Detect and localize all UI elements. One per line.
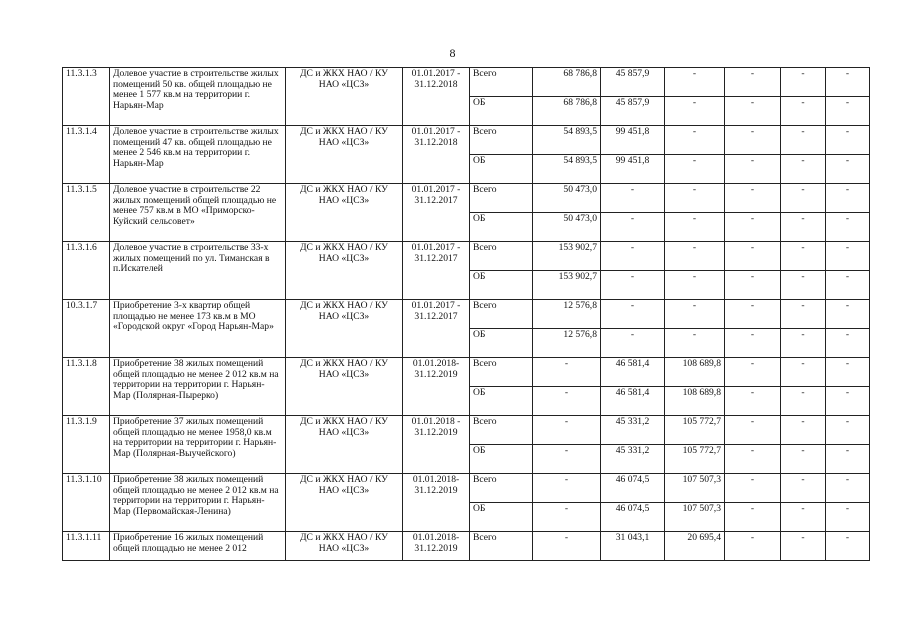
amount-cell: -	[533, 445, 601, 474]
amount-cell: -	[826, 213, 870, 242]
executor: ДС и ЖКХ НАО / КУ НАО «ЦСЗ»	[286, 474, 403, 532]
amount-cell: -	[665, 300, 725, 329]
amount-cell: -	[781, 271, 826, 300]
row-number: 11.3.1.5	[63, 184, 110, 242]
amount-cell: -	[725, 271, 781, 300]
amount-cell: -	[725, 532, 781, 561]
funding-source-label: ОБ	[470, 213, 533, 242]
amount-cell: -	[826, 300, 870, 329]
row-number: 11.3.1.4	[63, 126, 110, 184]
amount-cell: 46 074,5	[601, 503, 665, 532]
amount-cell: 107 507,3	[665, 474, 725, 503]
amount-cell: 46 581,4	[601, 387, 665, 416]
period: 01.01.2018 - 31.12.2019	[403, 416, 470, 474]
measure-name: Приобретение 38 жилых помещений общей площадью не менее 2 012 кв.м на территории на территории г. Нарьян-Мар (Полярная-Пырерко)	[110, 358, 286, 416]
executor: ДС и ЖКХ НАО / КУ НАО «ЦСЗ»	[286, 242, 403, 300]
amount-cell: -	[826, 97, 870, 126]
amount-cell: -	[826, 68, 870, 97]
budget-table	[62, 67, 870, 561]
amount-cell: -	[601, 329, 665, 358]
amount-cell: 68 786,8	[533, 97, 601, 126]
amount-cell: 153 902,7	[533, 271, 601, 300]
amount-cell: 46 581,4	[601, 358, 665, 387]
amount-cell: -	[601, 242, 665, 271]
amount-cell: -	[781, 242, 826, 271]
funding-source-label: Всего	[470, 68, 533, 97]
amount-cell: -	[725, 97, 781, 126]
amount-cell: 45 331,2	[601, 416, 665, 445]
amount-cell: -	[533, 358, 601, 387]
amount-cell: -	[781, 387, 826, 416]
period: 01.01.2017 - 31.12.2017	[403, 184, 470, 242]
amount-cell: -	[601, 300, 665, 329]
funding-source-label: Всего	[470, 242, 533, 271]
amount-cell: -	[725, 242, 781, 271]
measure-name: Приобретение 16 жилых помещений общей площадью не менее 2 012	[110, 532, 286, 561]
amount-cell: -	[781, 126, 826, 155]
amount-cell: -	[781, 329, 826, 358]
amount-cell: -	[725, 387, 781, 416]
amount-cell: -	[601, 271, 665, 300]
executor: ДС и ЖКХ НАО / КУ НАО «ЦСЗ»	[286, 416, 403, 474]
table-row	[63, 416, 870, 445]
amount-cell: 68 786,8	[533, 68, 601, 97]
amount-cell: 108 689,8	[665, 387, 725, 416]
period: 01.01.2017 - 31.12.2018	[403, 126, 470, 184]
page-number: 8	[449, 46, 456, 60]
funding-source-label: Всего	[470, 416, 533, 445]
amount-cell: -	[826, 387, 870, 416]
amount-cell: 20 695,4	[665, 532, 725, 561]
table-row	[63, 184, 870, 213]
row-number: 11.3.1.10	[63, 474, 110, 532]
measure-name: Долевое участие в строительстве жилых помещений 50 кв. общей площадью не менее 1 577 кв.м на территории г. Нарьян-Мар	[110, 68, 286, 126]
amount-cell: -	[781, 445, 826, 474]
amount-cell: -	[725, 300, 781, 329]
amount-cell: -	[601, 184, 665, 213]
amount-cell: -	[781, 532, 826, 561]
period: 01.01.2017 - 31.12.2018	[403, 68, 470, 126]
amount-cell: 50 473,0	[533, 184, 601, 213]
amount-cell: -	[826, 416, 870, 445]
table-row	[63, 68, 870, 97]
amount-cell: -	[781, 474, 826, 503]
amount-cell: -	[665, 329, 725, 358]
amount-cell: -	[781, 416, 826, 445]
amount-cell: -	[781, 184, 826, 213]
amount-cell: -	[781, 213, 826, 242]
amount-cell: 45 857,9	[601, 97, 665, 126]
table-row	[63, 474, 870, 503]
table-row	[63, 300, 870, 329]
amount-cell: -	[725, 329, 781, 358]
amount-cell: -	[665, 155, 725, 184]
amount-cell: -	[725, 445, 781, 474]
amount-cell: -	[725, 126, 781, 155]
amount-cell: -	[665, 213, 725, 242]
table-row	[63, 532, 870, 561]
amount-cell: 99 451,8	[601, 155, 665, 184]
measure-name: Долевое участие в строительстве 33-х жилых помещений по ул. Тиманская в п.Искателей	[110, 242, 286, 300]
funding-source-label: Всего	[470, 474, 533, 503]
amount-cell: -	[665, 242, 725, 271]
amount-cell: -	[826, 532, 870, 561]
amount-cell: 99 451,8	[601, 126, 665, 155]
amount-cell: -	[725, 474, 781, 503]
amount-cell: -	[533, 416, 601, 445]
amount-cell: -	[725, 213, 781, 242]
row-number: 10.3.1.7	[63, 300, 110, 358]
table-row	[63, 358, 870, 387]
executor: ДС и ЖКХ НАО / КУ НАО «ЦСЗ»	[286, 358, 403, 416]
funding-source-label: ОБ	[470, 445, 533, 474]
row-number: 11.3.1.8	[63, 358, 110, 416]
amount-cell: -	[725, 155, 781, 184]
amount-cell: 45 331,2	[601, 445, 665, 474]
amount-cell: -	[781, 300, 826, 329]
amount-cell: -	[725, 184, 781, 213]
amount-cell: -	[781, 68, 826, 97]
amount-cell: 12 576,8	[533, 300, 601, 329]
amount-cell: -	[826, 242, 870, 271]
amount-cell: -	[665, 271, 725, 300]
amount-cell: -	[665, 184, 725, 213]
period: 01.01.2018- 31.12.2019	[403, 532, 470, 561]
amount-cell: 54 893,5	[533, 155, 601, 184]
amount-cell: 54 893,5	[533, 126, 601, 155]
amount-cell: -	[826, 155, 870, 184]
amount-cell: -	[665, 68, 725, 97]
amount-cell: -	[781, 503, 826, 532]
row-number: 11.3.1.3	[63, 68, 110, 126]
executor: ДС и ЖКХ НАО / КУ НАО «ЦСЗ»	[286, 184, 403, 242]
amount-cell: -	[781, 155, 826, 184]
measure-name: Долевое участие в строительстве жилых помещений 47 кв. общей площадью не менее 2 546 кв.м на территории г. Нарьян-Мар	[110, 126, 286, 184]
amount-cell: -	[781, 97, 826, 126]
executor: ДС и ЖКХ НАО / КУ НАО «ЦСЗ»	[286, 68, 403, 126]
executor: ДС и ЖКХ НАО / КУ НАО «ЦСЗ»	[286, 126, 403, 184]
period: 01.01.2018- 31.12.2019	[403, 474, 470, 532]
amount-cell: 105 772,7	[665, 445, 725, 474]
funding-source-label: Всего	[470, 126, 533, 155]
amount-cell: -	[826, 474, 870, 503]
row-number: 11.3.1.9	[63, 416, 110, 474]
measure-name: Приобретение 3-х квартир общей площадью не менее 173 кв.м в МО «Городской округ «Город Нарьян-Мар»	[110, 300, 286, 358]
amount-cell: -	[725, 503, 781, 532]
funding-source-label: Всего	[470, 184, 533, 213]
amount-cell: -	[826, 126, 870, 155]
executor: ДС и ЖКХ НАО / КУ НАО «ЦСЗ»	[286, 532, 403, 561]
period: 01.01.2018- 31.12.2019	[403, 358, 470, 416]
amount-cell: -	[826, 184, 870, 213]
period: 01.01.2017 - 31.12.2017	[403, 300, 470, 358]
amount-cell: -	[725, 416, 781, 445]
amount-cell: 45 857,9	[601, 68, 665, 97]
amount-cell: -	[826, 271, 870, 300]
amount-cell: -	[725, 358, 781, 387]
amount-cell: 12 576,8	[533, 329, 601, 358]
measure-name: Долевое участие в строительстве 22 жилых помещений общей площадью не менее 757 кв.м в МО «Приморско-Куйский сельсовет»	[110, 184, 286, 242]
table-row	[63, 126, 870, 155]
funding-source-label: ОБ	[470, 155, 533, 184]
amount-cell: 107 507,3	[665, 503, 725, 532]
amount-cell: -	[533, 503, 601, 532]
amount-cell: 46 074,5	[601, 474, 665, 503]
amount-cell: -	[826, 358, 870, 387]
amount-cell: -	[725, 68, 781, 97]
amount-cell: -	[826, 503, 870, 532]
funding-source-label: ОБ	[470, 329, 533, 358]
funding-source-label: Всего	[470, 532, 533, 561]
funding-source-label: ОБ	[470, 271, 533, 300]
amount-cell: 50 473,0	[533, 213, 601, 242]
funding-source-label: ОБ	[470, 503, 533, 532]
amount-cell: -	[533, 474, 601, 503]
amount-cell: 105 772,7	[665, 416, 725, 445]
amount-cell: -	[826, 329, 870, 358]
amount-cell: 31 043,1	[601, 532, 665, 561]
period: 01.01.2017 - 31.12.2017	[403, 242, 470, 300]
amount-cell: 153 902,7	[533, 242, 601, 271]
amount-cell: -	[665, 97, 725, 126]
table-row	[63, 242, 870, 271]
amount-cell: -	[826, 445, 870, 474]
measure-name: Приобретение 38 жилых помещений общей площадью не менее 2 012 кв.м на территории на территории г. Нарьян-Мар (Первомайская-Ленина)	[110, 474, 286, 532]
funding-source-label: ОБ	[470, 97, 533, 126]
amount-cell: -	[601, 213, 665, 242]
amount-cell: 108 689,8	[665, 358, 725, 387]
amount-cell: -	[665, 126, 725, 155]
amount-cell: -	[781, 358, 826, 387]
funding-source-label: Всего	[470, 358, 533, 387]
executor: ДС и ЖКХ НАО / КУ НАО «ЦСЗ»	[286, 300, 403, 358]
row-number: 11.3.1.6	[63, 242, 110, 300]
row-number: 11.3.1.11	[63, 532, 110, 561]
amount-cell: -	[533, 532, 601, 561]
measure-name: Приобретение 37 жилых помещений общей площадью не менее 1958,0 кв.м на территории на территории г. Нарьян-Мар (Полярная-Выучейского)	[110, 416, 286, 474]
amount-cell: -	[533, 387, 601, 416]
funding-source-label: Всего	[470, 300, 533, 329]
funding-source-label: ОБ	[470, 387, 533, 416]
